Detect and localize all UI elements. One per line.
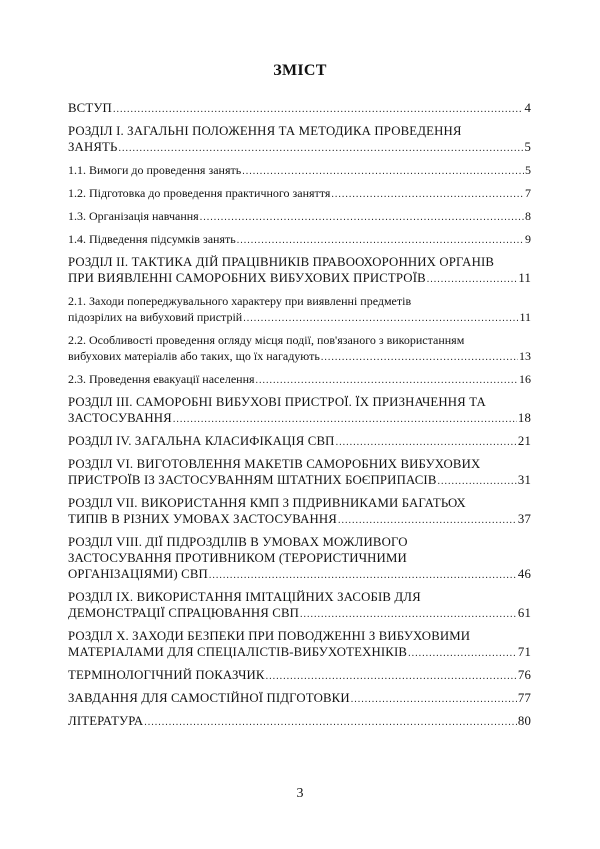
toc-page-number: 13	[519, 349, 531, 363]
toc-entry-title-line: підозрілих на вибуховий пристрій	[68, 310, 243, 324]
toc-page-number: 9	[525, 232, 531, 246]
dot-leader	[144, 715, 517, 731]
toc-entry-last-line	[68, 472, 531, 490]
page-number: 3	[296, 786, 304, 801]
toc-entry-title-line: РОЗДІЛ Х. ЗАХОДИ БЕЗПЕКИ ПРИ ПОВОДЖЕННІ З ВИБУХОВИМИ	[68, 629, 471, 643]
toc-page-number: 31	[517, 473, 531, 487]
dot-leader	[242, 164, 524, 180]
toc-entry	[68, 208, 531, 226]
dot-leader	[331, 187, 524, 203]
toc-page-number: 8	[525, 209, 531, 223]
toc-entry-title-line: ЗАВДАННЯ ДЛЯ САМОСТІЙНОЇ ПІДГОТОВКИ	[68, 691, 350, 705]
toc-entry	[68, 667, 531, 685]
toc-entry-title-line: ДЕМОНСТРАЦІЇ СПРАЦЮВАННЯ СВП	[68, 606, 300, 620]
toc-entry	[68, 123, 531, 157]
toc-entry	[68, 433, 531, 451]
toc-entry-title-line: ТИПІВ В РІЗНИХ УМОВАХ ЗАСТОСУВАННЯ	[68, 512, 337, 526]
toc-entry-title-line: 1.4. Підведення підсумків занять	[68, 232, 236, 246]
toc-entry-last-line	[68, 644, 531, 662]
toc-entry-title-line: 1.3. Організація навчання	[68, 209, 199, 223]
table-of-contents	[68, 100, 531, 736]
toc-entry-last-line	[68, 605, 531, 623]
toc-entry-title-line: ВСТУП	[68, 101, 112, 115]
toc-page-number: 18	[517, 411, 531, 425]
toc-entry-last-line	[68, 511, 531, 529]
toc-page-number: 7	[525, 186, 531, 200]
toc-entry	[68, 713, 531, 731]
toc-entry-title-line: ПРИСТРОЇВ ІЗ ЗАСТОСУВАННЯМ ШТАТНИХ БОЄПРИПАСІВ	[68, 473, 437, 487]
toc-entry-last-line	[68, 348, 531, 366]
toc-entry-title-line: ЗАНЯТЬ	[68, 140, 118, 154]
dot-leader	[351, 692, 517, 708]
toc-entry-title-line: ЗАСТОСУВАННЯ ПРОТИВНИКОМ (ТЕРОРИСТИЧНИМИ	[68, 551, 407, 565]
toc-entry-title-line: ОРГАНІЗАЦІЯМИ) СВП	[68, 567, 208, 581]
toc-page-number: 71	[517, 645, 531, 659]
toc-entry-last-line	[68, 371, 531, 389]
toc-entry-title-line: РОЗДІЛ ІІІ. САМОРОБНІ ВИБУХОВІ ПРИСТРОЇ. ЇХ ПРИЗНАЧЕННЯ ТА	[68, 395, 486, 409]
toc-entry-last-line	[68, 270, 531, 288]
toc-entry-title-line: 2.3. Проведення евакуації населення	[68, 372, 255, 386]
toc-page-number: 61	[517, 606, 531, 620]
toc-entry-last-line	[68, 208, 531, 226]
toc-entry-title-line: 2.2. Особливості проведення огляду місця події, пов'язаного з використанням	[68, 333, 465, 347]
toc-entry-last-line	[68, 667, 531, 685]
toc-entry	[68, 185, 531, 203]
toc-entry	[68, 456, 531, 490]
dot-leader	[438, 474, 517, 490]
toc-entry-last-line	[68, 713, 531, 731]
dot-leader	[209, 568, 517, 584]
dot-leader	[256, 373, 518, 389]
dot-leader	[338, 513, 517, 529]
toc-page-number: 76	[517, 668, 531, 682]
toc-entry	[68, 628, 531, 662]
toc-page-number: 11	[519, 310, 531, 324]
toc-entry	[68, 534, 531, 584]
toc-entry	[68, 332, 531, 366]
toc-entry-last-line	[68, 231, 531, 249]
toc-entry-last-line	[68, 100, 531, 118]
toc-page-number: 5	[524, 140, 531, 154]
dot-leader	[200, 210, 524, 226]
toc-entry-title-line: РОЗДІЛ ІІ. ТАКТИКА ДІЙ ПРАЦІВНИКІВ ПРАВООХОРОННИХ ОРГАНІВ	[68, 255, 495, 269]
toc-entry-title-line: РОЗДІЛ IV. ЗАГАЛЬНА КЛАСИФІКАЦІЯ СВП	[68, 434, 335, 448]
toc-page-number: 11	[518, 271, 531, 285]
toc-entry-title-line: ПРИ ВИЯВЛЕННІ САМОРОБНИХ ВИБУХОВИХ ПРИСТРОЇВ	[68, 271, 426, 285]
toc-page-number: 37	[517, 512, 531, 526]
toc-entry-title-line: РОЗДІЛ ІХ. ВИКОРИСТАННЯ ІМІТАЦІЙНИХ ЗАСОБІВ ДЛЯ	[68, 590, 421, 604]
toc-entry	[68, 589, 531, 623]
toc-entry-title-line: вибухових матеріалів або таких, що їх нагадують	[68, 349, 320, 363]
toc-page-number: 77	[517, 691, 531, 705]
dot-leader	[300, 607, 517, 623]
toc-entry-last-line	[68, 566, 531, 584]
dot-leader	[266, 669, 517, 685]
toc-page-number: 16	[519, 372, 531, 386]
toc-entry	[68, 231, 531, 249]
dot-leader	[173, 412, 517, 428]
toc-entry	[68, 293, 531, 327]
toc-entry-title-line: 1.1. Вимоги до проведення занять	[68, 163, 242, 177]
dot-leader	[119, 141, 524, 157]
toc-page-number: 4	[524, 101, 531, 115]
toc-page-number: 5	[525, 163, 531, 177]
toc-entry-title-line: МАТЕРІАЛАМИ ДЛЯ СПЕЦІАЛІСТІВ-ВИБУХОТЕХНІКІВ	[68, 645, 408, 659]
page-title: ЗМІСТ	[273, 62, 327, 79]
toc-entry-last-line	[68, 410, 531, 428]
toc-entry-title-line: РОЗДІЛ VII. ВИКОРИСТАННЯ КМП З ПІДРИВНИКАМИ БАГАТЬОХ	[68, 496, 466, 510]
toc-entry-title-line: РОЗДІЛ VIII. ДІЇ ПІДРОЗДІЛІВ В УМОВАХ МОЖЛИВОГО	[68, 535, 408, 549]
toc-entry	[68, 371, 531, 389]
toc-entry	[68, 100, 531, 118]
toc-entry-title-line: 1.2. Підготовка до проведення практичного заняття	[68, 186, 331, 200]
toc-entry	[68, 254, 531, 288]
dot-leader	[113, 102, 523, 118]
toc-entry-title-line: РОЗДІЛ VI. ВИГОТОВЛЕННЯ МАКЕТІВ САМОРОБНИХ ВИБУХОВИХ	[68, 457, 481, 471]
toc-entry-title-line: ТЕРМІНОЛОГІЧНИЙ ПОКАЗЧИК	[68, 668, 265, 682]
dot-leader	[321, 350, 518, 366]
toc-entry	[68, 690, 531, 708]
toc-page-number: 21	[517, 434, 531, 448]
dot-leader	[408, 646, 517, 662]
toc-entry-title-line: ЗАСТОСУВАННЯ	[68, 411, 172, 425]
toc-entry-last-line	[68, 139, 531, 157]
toc-entry	[68, 162, 531, 180]
toc-entry-last-line	[68, 309, 531, 327]
toc-entry	[68, 394, 531, 428]
toc-entry-title-line: 2.1. Заходи попереджувального характеру при виявленні предметів	[68, 294, 412, 308]
toc-entry-last-line	[68, 433, 531, 451]
dot-leader	[427, 272, 518, 288]
toc-entry	[68, 495, 531, 529]
toc-entry-last-line	[68, 162, 531, 180]
dot-leader	[243, 311, 518, 327]
toc-page-number: 80	[517, 714, 531, 728]
toc-entry-last-line	[68, 690, 531, 708]
toc-page-number: 46	[517, 567, 531, 581]
dot-leader	[336, 435, 517, 451]
toc-entry-last-line	[68, 185, 531, 203]
toc-entry-title-line: ЛІТЕРАТУРА	[68, 714, 144, 728]
toc-entry-title-line: РОЗДІЛ І. ЗАГАЛЬНІ ПОЛОЖЕННЯ ТА МЕТОДИКА ПРОВЕДЕННЯ	[68, 124, 462, 138]
dot-leader	[237, 233, 524, 249]
